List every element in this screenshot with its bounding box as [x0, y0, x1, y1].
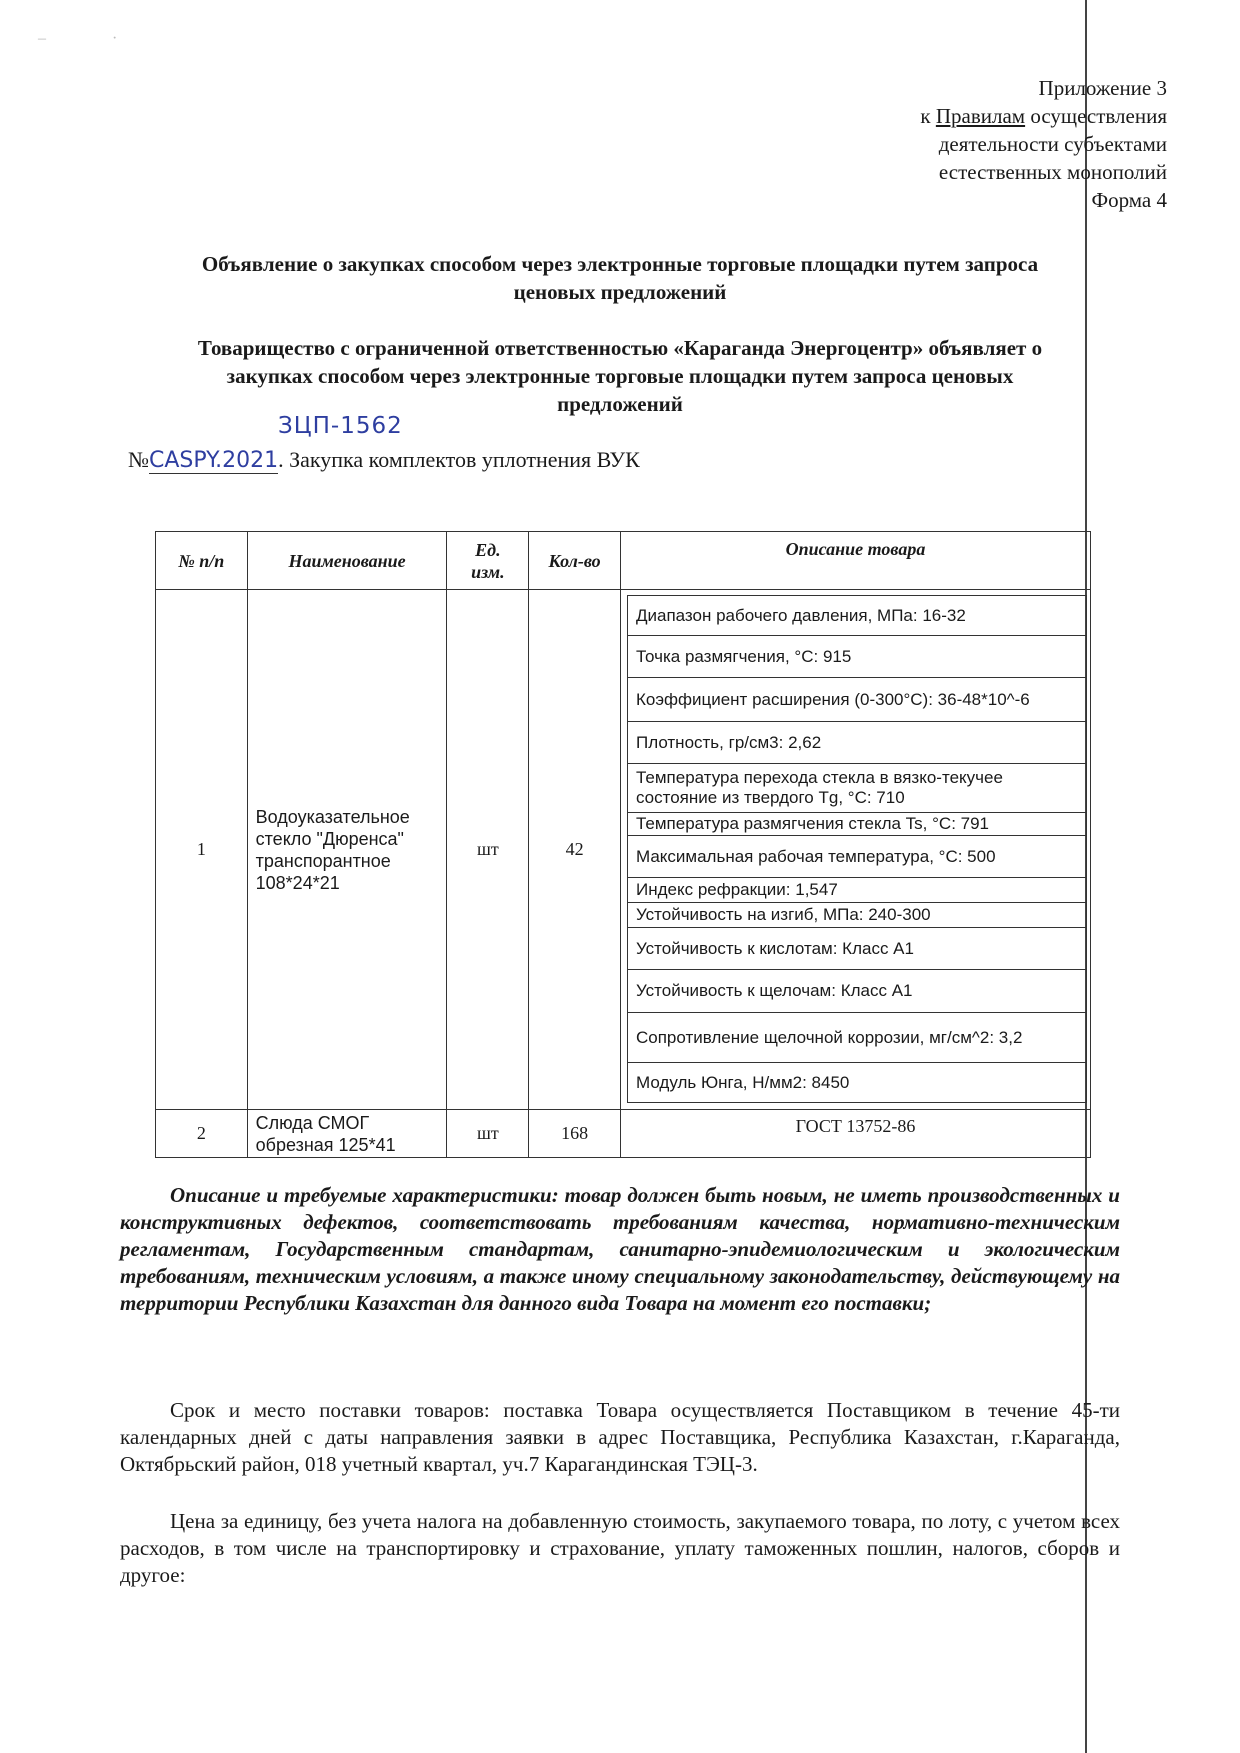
row-unit: шт — [447, 590, 529, 1110]
number-sign: № — [128, 447, 149, 472]
appendix-prefix: к — [920, 104, 936, 128]
spec-item: Максимальная рабочая температура, °С: 500 — [627, 836, 1086, 878]
appendix-line: естественных монополий — [938, 160, 1167, 184]
row-name: Водоуказательное стекло "Дюренса" транспорантное 108*24*21 — [247, 590, 447, 1110]
delivery-paragraph: Срок и место поставки товаров: поставка Товара осуществляется Поставщиком в течение 45-ти календарных дней с даты направления заявки в адрес Поставщика, Республика Казахстан, г.Караганда, Октябрьский район, 018 учетный квартал, уч.7 Карагандинская ТЭЦ-3. — [120, 1398, 1120, 1476]
spec-item: Диапазон рабочего давления, МПа: 16-32 — [627, 596, 1086, 636]
rules-link[interactable]: Правилам — [935, 104, 1026, 128]
subtitle-line: Товарищество с ограниченной ответственностью «Караганда Энергоцентр» объявляет о — [197, 336, 1043, 360]
row-num: 2 — [156, 1110, 248, 1158]
appendix-suffix: осуществления — [1025, 104, 1167, 128]
spec-item: Точка размягчения, °С: 915 — [627, 636, 1086, 678]
row-desc — [620, 590, 1090, 1110]
handwritten-code: ЗЦП-1562 — [278, 413, 403, 439]
appendix-line — [920, 102, 1167, 130]
table-row — [156, 590, 1091, 1110]
table-header-row — [156, 532, 1091, 590]
row-unit: шт — [447, 1110, 529, 1158]
spec-item: Устойчивость к кислотам: Класс А1 — [627, 928, 1086, 970]
spec-item: Индекс рефракции: 1,547 — [627, 878, 1086, 903]
title-line: ценовых предложений — [513, 280, 727, 304]
scan-artifact: – — [38, 30, 46, 47]
table-row — [156, 1110, 1091, 1158]
subtitle-line: закупках способом через электронные торговые площадки путем запроса ценовых — [226, 364, 1014, 388]
spec-item: Температура перехода стекла в вязко-текучее состояние из твердого Tg, °С: 710 — [627, 764, 1086, 813]
spec-item: Температура размягчения стекла Ts, °С: 791 — [627, 813, 1086, 836]
spec-item: Модуль Юнга, Н/мм2: 8450 — [627, 1063, 1086, 1103]
row-num: 1 — [156, 590, 248, 1110]
row-qty: 42 — [529, 590, 621, 1110]
row-name: Слюда СМОГ обрезная 125*41 — [247, 1110, 447, 1158]
subtitle-line: предложений — [557, 392, 683, 416]
spec-item: Коэффициент расширения (0-300°С): 36-48*10^-6 — [627, 678, 1086, 722]
header-qty: Кол-во — [529, 532, 621, 590]
procurement-number-line — [128, 447, 640, 473]
procurement-subject: . Закупка комплектов уплотнения ВУК — [278, 447, 640, 472]
header-num: № п/п — [156, 532, 248, 590]
appendix-block — [920, 74, 1167, 214]
row-desc: ГОСТ 13752-86 — [620, 1110, 1090, 1158]
row-qty: 168 — [529, 1110, 621, 1158]
document-title — [120, 250, 1120, 306]
spec-table — [627, 595, 1087, 1103]
header-unit-l2: изм. — [471, 561, 505, 582]
scan-artifact: · — [112, 30, 118, 47]
form-label: Форма 4 — [1091, 188, 1167, 212]
appendix-line: деятельности субъектами — [938, 132, 1167, 156]
spec-item: Сопротивление щелочной коррозии, мг/см^2: 3,2 — [627, 1013, 1086, 1063]
document-subtitle — [120, 334, 1120, 418]
header-desc: Описание товара — [620, 532, 1090, 590]
title-line: Объявление о закупках способом через электронные торговые площадки путем запроса — [201, 252, 1039, 276]
requirements-paragraph: Описание и требуемые характеристики: товар должен быть новым, не иметь производственных и конструктивных дефектов, соответствовать требованиям качества, нормативно-техническим регламентам, Государственным стандартам, санитарно-эпидемиологическим и экологическим требованиям, техническим условиям, а также иному специальному законодательству, действующему на территории Республики Казахстан для данного вида Товара на момент его поставки; — [120, 1183, 1120, 1315]
appendix-line: Приложение 3 — [1038, 76, 1167, 100]
goods-table — [155, 531, 1091, 1158]
spec-item: Устойчивость к щелочам: Класс А1 — [627, 970, 1086, 1013]
spec-item: Устойчивость на изгиб, МПа: 240-300 — [627, 903, 1086, 928]
header-unit-l1: Ед. — [475, 539, 501, 560]
price-paragraph: Цена за единицу, без учета налога на добавленную стоимость, закупаемого товара, по лоту, с учетом всех расходов, в том числе на транспортировку и страхование, уплату таможенных пошлин, налогов, сборов и другое: — [120, 1509, 1120, 1587]
header-unit — [447, 532, 529, 590]
spec-item: Плотность, гр/см3: 2,62 — [627, 722, 1086, 764]
header-name: Наименование — [247, 532, 447, 590]
procurement-number: CASPY.2021 — [149, 448, 279, 473]
